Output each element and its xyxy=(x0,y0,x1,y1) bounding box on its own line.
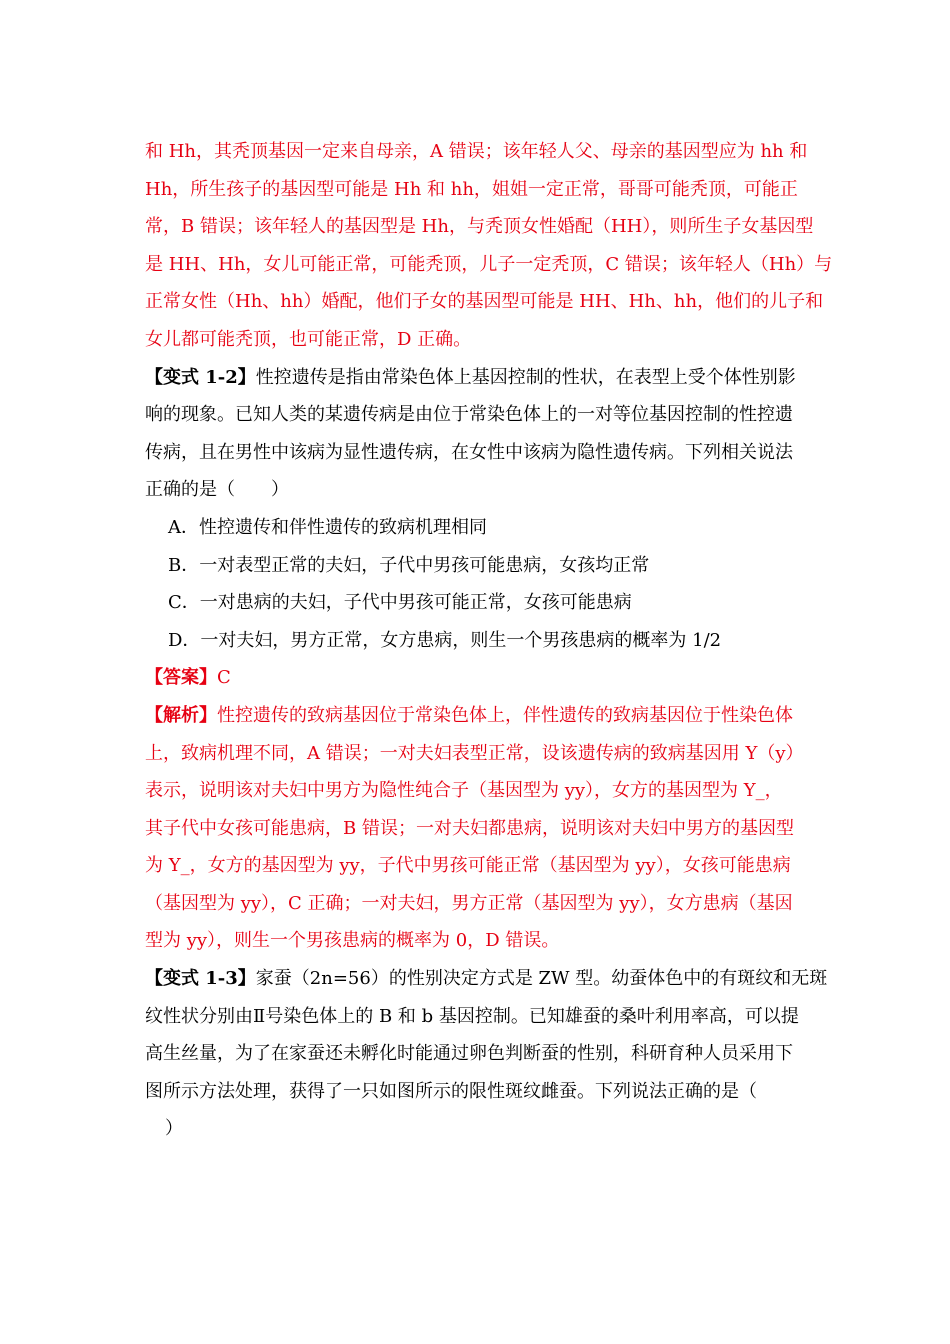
prev-explanation-line-1: 和 Hh，其秃顶基因一定来自母亲，A 错误；该年轻人父、母亲的基因型应为 hh 和 xyxy=(145,141,808,162)
q2-analysis-line-4: 其子代中女孩可能患病，B 错误；一对夫妇都患病，说明该对夫妇中男方的基因型 xyxy=(145,817,794,839)
q2-stem-text-1: 性控遗传是指由常染色体上基因控制的性状，在表型上受个体性别影 xyxy=(255,366,796,388)
q3-stem-line-1 xyxy=(145,960,840,998)
q2-option-b: B．一对表型正常的夫妇，子代中男孩可能患病，女孩均正常 xyxy=(168,554,650,576)
q2-analysis-line-3: 表示，说明该对夫妇中男方为隐性纯合子（基因型为 yy），女方的基因型为 Y_， xyxy=(145,780,783,802)
q3-stem-text-1: 家蚕（2n=56）的性别决定方式是 ZW 型。幼蚕体色中的有斑纹和无斑 xyxy=(255,968,828,990)
q3-tag: 【变式 1-3】 xyxy=(145,968,256,990)
q2-stem-line-4: 正确的是（ ） xyxy=(145,479,289,501)
q2-answer-tag: 【答案】 xyxy=(145,667,217,689)
q2-stem-line-3: 传病，且在男性中该病为显性遗传病，在女性中该病为隐性遗传病。下列相关说法 xyxy=(145,441,793,463)
q2-answer xyxy=(145,659,840,697)
q2-option-a: A．性控遗传和伴性遗传的致病机理相同 xyxy=(168,516,487,538)
q2-option-c: C．一对患病的夫妇，子代中男孩可能正常，女孩可能患病 xyxy=(168,592,632,614)
q2-tag: 【变式 1-2】 xyxy=(145,366,256,388)
prev-explanation-line-3: 常，B 错误；该年轻人的基因型是 Hh，与秃顶女性婚配（HH），则所生子女基因型 xyxy=(145,216,814,238)
q2-answer-value: C xyxy=(217,667,231,689)
q2-stem-line-1 xyxy=(145,359,840,397)
q2-analysis-line-2: 上，致病机理不同，A 错误；一对夫妇表型正常，设该遗传病的致病基因用 Y（y） xyxy=(145,742,804,764)
document-page xyxy=(145,133,840,1148)
q2-analysis-line-1 xyxy=(145,697,840,735)
q2-analysis-line-5: 为 Y_，女方的基因型为 yy，子代中男孩可能正常（基因型为 yy），女孩可能患病 xyxy=(145,855,791,877)
prev-explanation-line-5: 正常女性（Hh、hh）婚配，他们子女的基因型可能是 HH、Hh、hh，他们的儿子和 xyxy=(145,291,824,313)
q2-analysis-text-1: 性控遗传的致病基因位于常染色体上，伴性遗传的致病基因位于性染色体 xyxy=(217,704,793,726)
q3-stem-line-2: 纹性状分别由Ⅱ号染色体上的 B 和 b 基因控制。已知雄蚕的桑叶利用率高，可以提 xyxy=(145,1005,799,1027)
q2-option-d: D．一对夫妇，男方正常，女方患病，则生一个男孩患病的概率为 1/2 xyxy=(168,629,722,651)
prev-explanation-line-2: Hh，所生孩子的基因型可能是 Hh 和 hh，姐姐一定正常，哥哥可能秃顶，可能正 xyxy=(145,178,798,200)
q2-analysis-line-7: 型为 yy），则生一个男孩患病的概率为 0，D 错误。 xyxy=(145,930,560,952)
q3-stem-line-5: ） xyxy=(165,1118,183,1140)
prev-explanation-line-6: 女儿都可能秃顶，也可能正常，D 正确。 xyxy=(145,328,472,350)
q2-analysis-tag: 【解析】 xyxy=(145,704,217,726)
q3-stem-line-3: 高生丝量，为了在家蚕还未孵化时能通过卵色判断蚕的性别，科研育种人员采用下 xyxy=(145,1043,793,1065)
q2-stem-line-2: 响的现象。已知人类的某遗传病是由位于常染色体上的一对等位基因控制的性控遗 xyxy=(145,404,793,426)
q3-stem-line-4: 图所示方法处理，获得了一只如图所示的限性斑纹雌蚕。下列说法正确的是（ xyxy=(145,1080,757,1102)
prev-explanation-line-4: 是 HH、Hh，女儿可能正常，可能秃顶，儿子一定秃顶，C 错误；该年轻人（Hh）与 xyxy=(145,253,833,275)
q2-analysis-line-6: （基因型为 yy），C 正确；一对夫妇，男方正常（基因型为 yy），女方患病（基因 xyxy=(145,892,793,914)
